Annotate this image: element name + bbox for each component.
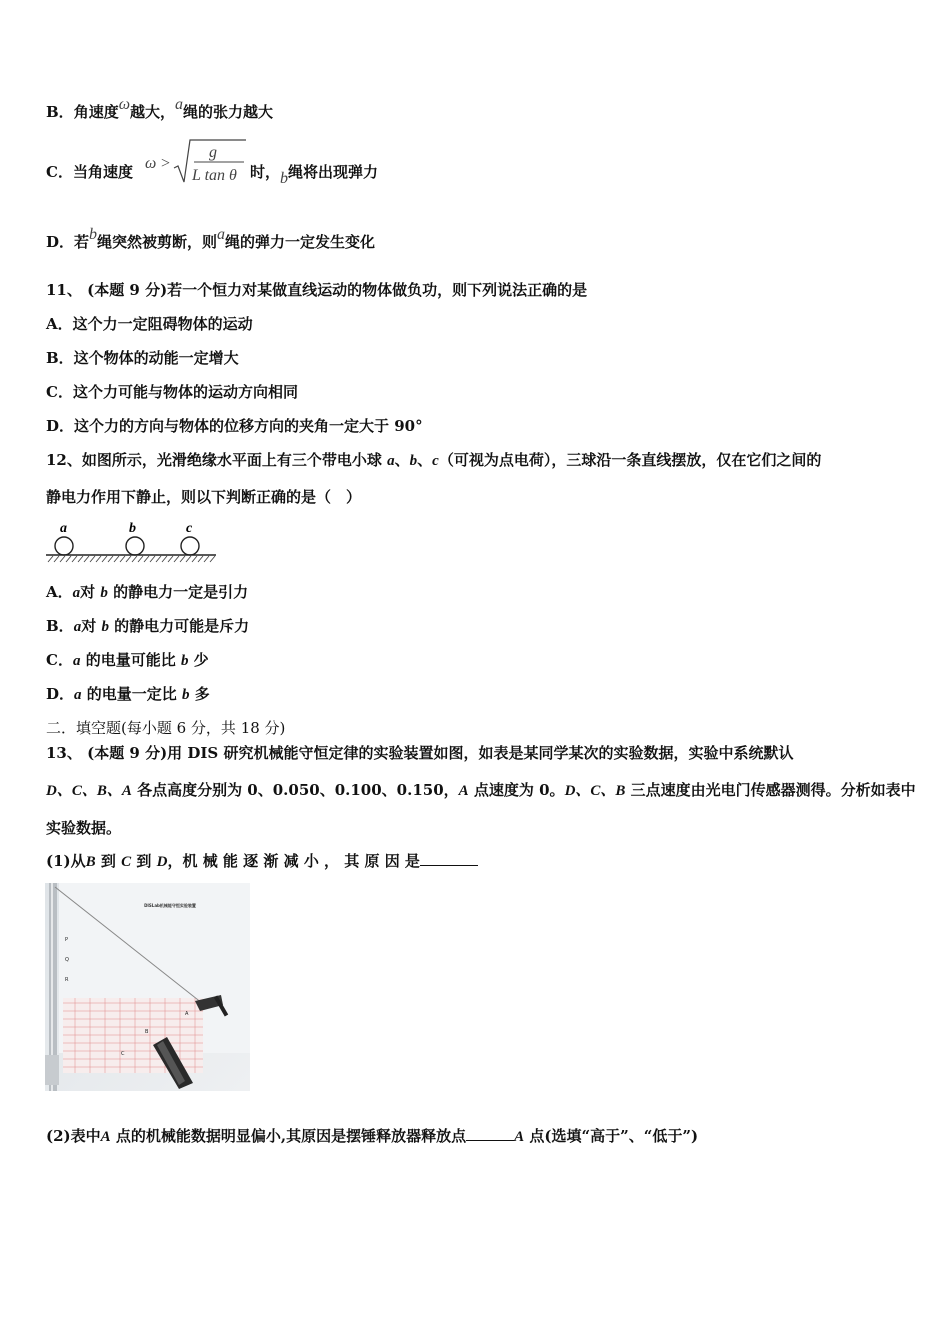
q13-stem-line1: 13、 (本题 9 分)用 DIS 研究机械能守恒定律的实验装置如图，如表是某同学某次的实验数据，实验中系统默认 <box>46 744 794 762</box>
frac-numerator: g <box>209 144 217 161</box>
svg-text:C: C <box>121 1051 125 1057</box>
q12-option-a: A．a对 b 的静电力一定是引力 <box>46 583 249 601</box>
photo-title: DISLab机械能守恒实验装置 <box>144 903 196 908</box>
svg-text:P: P <box>65 937 69 943</box>
frac-denominator: L tan θ <box>192 167 237 184</box>
q13-sub2: (2)表中A 点的机械能数据明显偏小,其原因是摆锤释放器释放点 A 点(选填“高于”、“低于”) <box>46 1127 699 1145</box>
q13-stem-line2: D、C、B、A 各点高度分别为 0、0.050、0.100、0.150，A 点速度为 0。D、C、B 三点速度由光电门传感器测得。分析如表中 <box>46 781 916 799</box>
q11-option-d: D．这个力的方向与物体的位移方向的夹角一定大于 90° <box>46 417 423 435</box>
q11-option-b: B．这个物体的动能一定增大 <box>46 349 239 367</box>
grid-paper <box>63 998 203 1073</box>
fig-label-c: c <box>186 521 193 536</box>
fig-label-b: b <box>129 521 136 536</box>
q12-option-c: C．a 的电量可能比 b 少 <box>46 651 209 669</box>
omega-symbol: ω <box>118 96 130 113</box>
fig-label-a: a <box>60 521 67 536</box>
svg-text:B: B <box>145 1029 149 1035</box>
q12-option-b: B．a对 b 的静电力可能是斥力 <box>46 617 250 635</box>
three-balls-figure <box>44 518 220 564</box>
q10-option-b: B．角速度ω越大，a绳的张力越大 <box>46 96 274 121</box>
q12-stem: 12、如图所示，光滑绝缘水平面上有三个带电小球 a、b、c（可视为点电荷），三球沿一条直线摆放，仅在它们之间的 <box>46 451 822 469</box>
ball-c <box>181 537 199 555</box>
q12-stem-line2: 静电力作用下静止，则以下判断正确的是（ ） <box>46 488 362 506</box>
ball-b <box>126 537 144 555</box>
ball-a <box>55 537 73 555</box>
q12-option-d: D．a 的电量一定比 b 多 <box>46 685 210 703</box>
answer-blank-1[interactable] <box>420 851 478 866</box>
svg-text:A: A <box>185 1011 189 1017</box>
q11-option-a: A．这个力一定阻碍物体的运动 <box>46 315 253 333</box>
q13-stem-line3: 实验数据。 <box>46 819 122 837</box>
section-title: 二．填空题(每小题 6 分，共 18 分) <box>46 719 286 737</box>
q13-sub1: (1)从B 到 C 到 D，机 械 能 逐 渐 减 小 ， 其 原 因 是 <box>46 851 478 872</box>
q11-stem: 11、 (本题 9 分)若一个恒力对某做直线运动的物体做负功，则下列说法正确的是 <box>46 281 588 299</box>
answer-blank-2[interactable] <box>466 1126 514 1141</box>
q10-option-d: D．若b绳突然被剪断，则a绳的弹力一定发生变化 <box>46 226 376 251</box>
svg-text:Q: Q <box>65 957 69 963</box>
q11-option-c: C．这个力可能与物体的运动方向相同 <box>46 383 298 401</box>
svg-text:R: R <box>65 977 69 983</box>
dis-apparatus-photo <box>45 883 250 1091</box>
